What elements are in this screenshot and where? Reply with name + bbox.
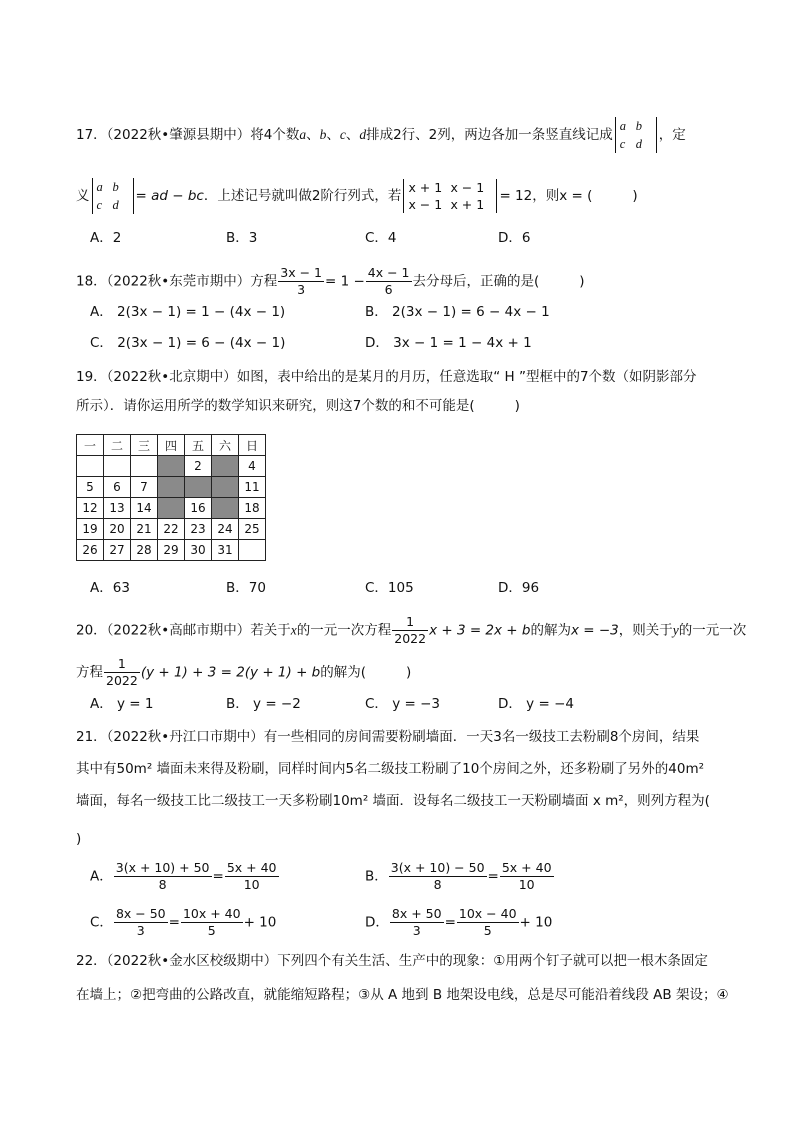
calendar-cell-shaded (212, 498, 239, 519)
calendar-header: 五 (185, 435, 212, 456)
calendar-cell: 11 (239, 477, 266, 498)
calendar-cell (104, 456, 131, 477)
q19-option-a: A．63 (90, 580, 130, 596)
calendar-header: 一 (77, 435, 104, 456)
q18-option-a: A． 2(3x − 1) = 1 − (4x − 1) (90, 304, 286, 320)
calendar-cell: 21 (131, 519, 158, 540)
calendar-cell: 29 (158, 540, 185, 561)
calendar-cell: 14 (131, 498, 158, 519)
q17-det-equation: x + 1 x − 1 x − 1 x + 1 (403, 179, 497, 213)
q17-option-a: A．2 (90, 230, 122, 246)
calendar-cell: 30 (185, 540, 212, 561)
calendar-cell: 22 (158, 519, 185, 540)
calendar-cell (77, 456, 104, 477)
q21-option-c: C． $\frac{8x - 50}{3}$ = $\frac{10x + 40}{5}$ + 10 (90, 906, 277, 938)
q17-line1: 17．（2022秋•肇源县期中）将4个数a、b、c、d排成2行、2列，两边各加一条竖直线记成 a b c d ，定 (76, 119, 686, 151)
q22-line2: 在墙上；②把弯曲的公路改直，就能缩短路程；③从 A 地到 B 地架设电线，总是尽可能沿着线段 AB 架设；④ (76, 987, 729, 1003)
calendar-header: 三 (131, 435, 158, 456)
calendar-header: 日 (239, 435, 266, 456)
calendar-cell: 7 (131, 477, 158, 498)
calendar-cell-shaded (158, 477, 185, 498)
q19-option-d: D．96 (498, 580, 540, 596)
calendar-row (77, 498, 266, 519)
calendar-cell: 16 (185, 498, 212, 519)
q22-line1: 22．（2022秋•金水区校级期中）下列四个有关生活、生产中的现象：①用两个钉子就可以把一根木条固定 (76, 953, 708, 969)
calendar-cell: 31 (212, 540, 239, 561)
calendar-row (77, 519, 266, 540)
calendar-cell: 20 (104, 519, 131, 540)
calendar-header: 六 (212, 435, 239, 456)
q21-line3: 墙面，每名一级技工比二级技工一天多粉刷10m² 墙面．设每名二级技工一天粉刷墙面 x m²，则列方程为( (76, 793, 710, 809)
q21-option-a: A． $\frac{3(x + 10) + 50}{8}$ = $\frac{5x + 40}{10}$ (90, 860, 277, 892)
calendar-cell: 13 (104, 498, 131, 519)
calendar-cell-shaded (185, 477, 212, 498)
calendar-cell: 5 (77, 477, 104, 498)
calendar-cell: 24 (212, 519, 239, 540)
q18-option-d: D． 3x − 1 = 1 − 4x + 1 (365, 335, 532, 351)
calendar-cell: 27 (104, 540, 131, 561)
q18-option-b: B． 2(3x − 1) = 6 − 4x − 1 (365, 304, 550, 320)
q21-line2: 其中有50m² 墙面未来得及粉刷，同样时间内5名二级技工粉刷了10个房间之外，还多粉刷了另外的40m² (76, 761, 705, 777)
calendar-cell-shaded (158, 456, 185, 477)
q21-option-d: D． $\frac{8x + 50}{3}$ = $\frac{10x - 40}{5}$ + 10 (365, 906, 553, 938)
q18-option-c: C． 2(3x − 1) = 6 − (4x − 1) (90, 335, 286, 351)
q17-det-def: a b c d (92, 178, 134, 214)
q17-line2: 义 a b c d = ad − bc．上述记号就叫做2阶行列式，若 x + 1 x − 1 x − 1 x + 1 = 12，则x = ( ) (76, 180, 638, 212)
q20-option-b: B． y = −2 (226, 696, 301, 712)
calendar-cell-shaded (212, 456, 239, 477)
calendar-cell: 18 (239, 498, 266, 519)
q21-option-b: B． $\frac{3(x + 10) - 50}{8}$ = $\frac{5x + 40}{10}$ (365, 860, 552, 892)
calendar-cell: 19 (77, 519, 104, 540)
q19-option-c: C．105 (365, 580, 414, 596)
calendar-cell: 12 (77, 498, 104, 519)
q17-det-notation: a b c d (615, 117, 657, 153)
q17-option-b: B．3 (226, 230, 258, 246)
q18-stem: 18．（2022秋•东莞市期中）方程 $\frac{3x - 1}{3}$ = 1 − $\frac{4x - 1}{6}$ 去分母后，正确的是( ) (76, 265, 585, 297)
calendar-cell: 2 (185, 456, 212, 477)
calendar-row (77, 477, 266, 498)
calendar-cell (131, 456, 158, 477)
calendar-cell: 26 (77, 540, 104, 561)
q17-option-c: C．4 (365, 230, 397, 246)
calendar-header: 四 (158, 435, 185, 456)
q19-line1: 19．（2022秋•北京期中）如图，表中给出的是某月的月历，任意选取“ H ”型框中的7个数（如阴影部分 (76, 369, 697, 385)
calendar-header-row (77, 435, 266, 456)
q20-line1: 20．（2022秋•高邮市期中）若关于x的一元一次方程 $\frac{1}{2022}$ x + 3 = 2x + b的解为x = −3，则关于y的一元一次 (76, 614, 747, 646)
calendar-cell (239, 540, 266, 561)
calendar-cell: 25 (239, 519, 266, 540)
calendar-row (77, 540, 266, 561)
q17-option-d: D．6 (498, 230, 531, 246)
q19-option-b: B．70 (226, 580, 266, 596)
q20-option-d: D． y = −4 (498, 696, 574, 712)
q19-line2: 所示）．请你运用所学的数学知识来研究，则这7个数的和不可能是( ) (76, 398, 520, 414)
calendar-row (77, 456, 266, 477)
q20-line2: 方程 $\frac{1}{2022}$ (y + 1) + 3 = 2(y + 1) + b的解为( ) (76, 656, 412, 688)
calendar-header: 二 (104, 435, 131, 456)
calendar-cell: 6 (104, 477, 131, 498)
calendar-cell: 28 (131, 540, 158, 561)
calendar-cell: 23 (185, 519, 212, 540)
q20-option-c: C． y = −3 (365, 696, 441, 712)
calendar-table (76, 434, 266, 561)
calendar-cell-shaded (212, 477, 239, 498)
q21-line4: ) (76, 831, 82, 847)
q21-line1: 21．（2022秋•丹江口市期中）有一些相同的房间需要粉刷墙面．一天3名一级技工去粉刷8个房间，结果 (76, 729, 700, 745)
calendar-cell-shaded (158, 498, 185, 519)
q20-option-a: A． y = 1 (90, 696, 154, 712)
calendar-cell: 4 (239, 456, 266, 477)
